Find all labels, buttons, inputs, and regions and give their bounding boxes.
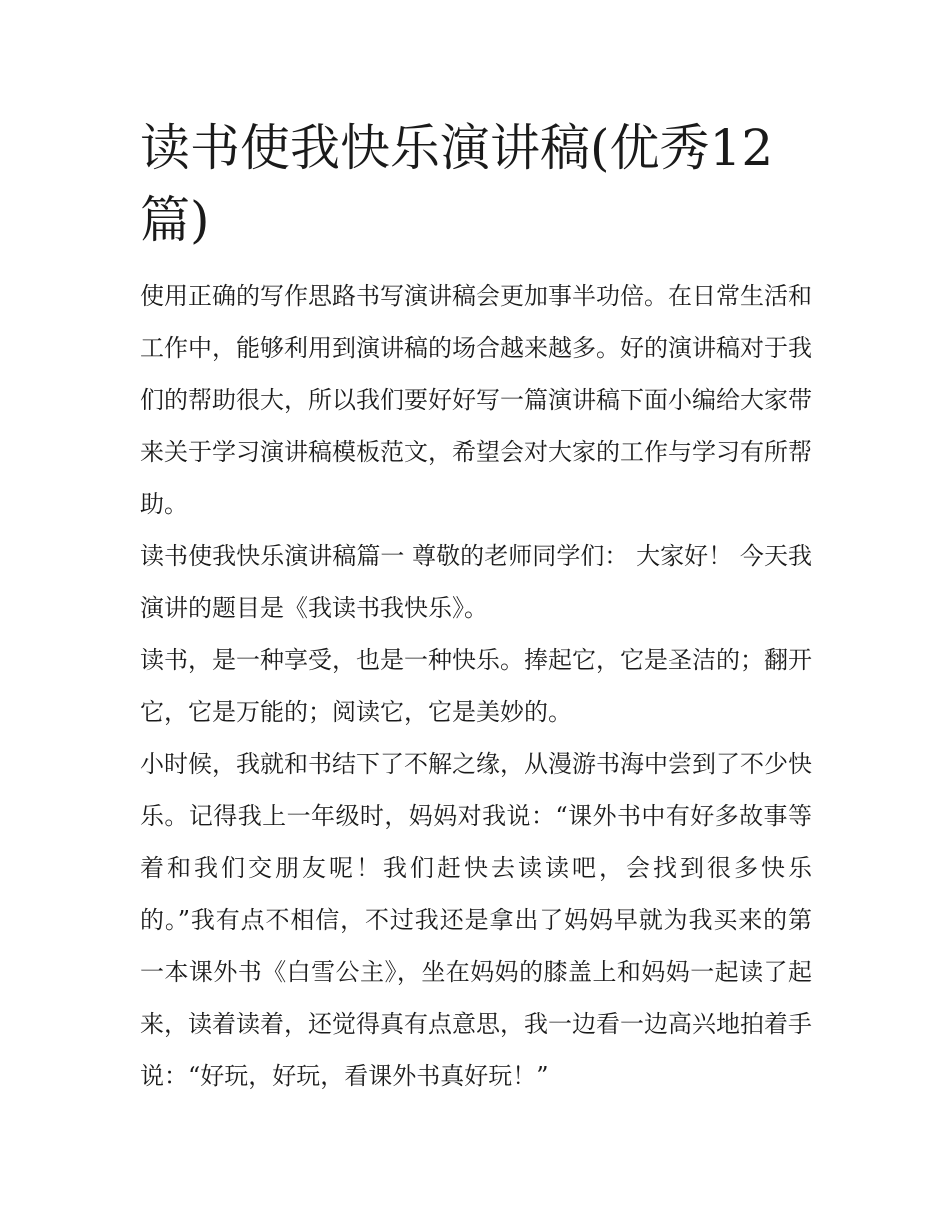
paragraph-childhood: 小时候，我就和书结下了不解之缘，从漫游书海中尝到了不少快乐。记得我上一年级时，妈妈对我说：“课外书中有好多故事等着和我们交朋友呢！我们赶快去读读吧，会找到很多快乐的。”我有点不相信，不过我还是拿出了妈妈早就为我买来的第一本课外书《白雪公主》，坐在妈妈的膝盖上和妈妈一起读了起来，读着读着，还觉得真有点意思，我一边看一边高兴地拍着手说：“好玩，好玩，看课外书真好玩！” — [140, 750, 812, 1090]
paragraph-reading: 读书，是一种享受，也是一种快乐。捧起它，它是圣洁的；翻开它，它是万能的；阅读它，它是美妙的。 — [140, 646, 812, 726]
document-page — [140, 112, 812, 1102]
document-title: 读书使我快乐演讲稿(优秀12篇) — [140, 119, 774, 249]
paragraph-greeting: 读书使我快乐演讲稿篇一 尊敬的老师同学们： 大家好！ 今天我演讲的题目是《我读书我快乐》。 — [140, 542, 812, 622]
paragraph-intro: 使用正确的写作思路书写演讲稿会更加事半功倍。在日常生活和工作中，能够利用到演讲稿的场合越来越多。好的演讲稿对于我们的帮助很大，所以我们要好好写一篇演讲稿下面小编给大家带来关于学习演讲稿模板范文，希望会对大家的工作与学习有所帮助。 — [140, 282, 812, 518]
